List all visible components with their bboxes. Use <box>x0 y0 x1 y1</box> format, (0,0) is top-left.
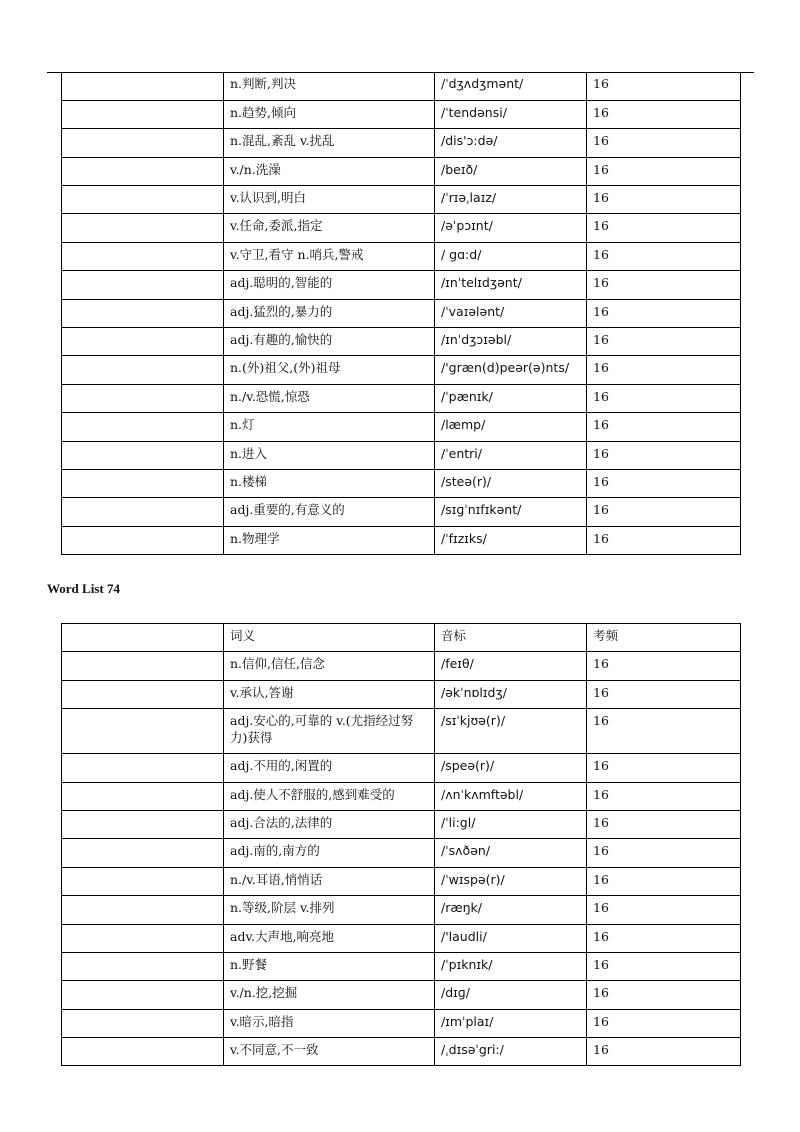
frequency-cell: 16 <box>587 782 741 810</box>
meaning-cell: n.(外)祖父,(外)祖母 <box>224 356 435 384</box>
index-cell <box>62 896 224 924</box>
phonetic-cell: /'græn(d)peər(ə)nts/ <box>435 356 587 384</box>
meaning-cell: adj.使人不舒服的,感到难受的 <box>224 782 435 810</box>
phonetic-cell: /steə(r)/ <box>435 469 587 497</box>
meaning-cell: v.暗示,暗指 <box>224 1009 435 1037</box>
index-cell <box>62 186 224 214</box>
table-row <box>62 356 741 384</box>
phonetic-cell: /speə(r)/ <box>435 754 587 782</box>
frequency-cell: 16 <box>587 328 741 356</box>
table-row <box>62 129 741 157</box>
index-cell <box>62 72 224 100</box>
table-row <box>62 413 741 441</box>
frequency-cell: 16 <box>587 709 741 754</box>
frequency-cell: 16 <box>587 896 741 924</box>
phonetic-cell: /əkˈnɒlɪdʒ/ <box>435 680 587 708</box>
phonetic-cell: /ˈli:gl/ <box>435 810 587 838</box>
table-row <box>62 867 741 895</box>
phonetic-cell: /ɪnˈtelɪdʒənt/ <box>435 271 587 299</box>
meaning-cell: n./v.恐慌,惊恐 <box>224 384 435 412</box>
index-cell <box>62 469 224 497</box>
phonetic-cell: /ræŋk/ <box>435 896 587 924</box>
table-row <box>62 981 741 1009</box>
meaning-cell: n.进入 <box>224 441 435 469</box>
frequency-cell: 16 <box>587 129 741 157</box>
table-row <box>62 186 741 214</box>
frequency-cell: 16 <box>587 356 741 384</box>
index-cell <box>62 526 224 554</box>
index-cell <box>62 100 224 128</box>
frequency-cell: 16 <box>587 526 741 554</box>
phonetic-cell: /ˈentri/ <box>435 441 587 469</box>
table-row <box>62 839 741 867</box>
meaning-cell: adj.有趣的,愉快的 <box>224 328 435 356</box>
header-index-cell <box>62 624 224 652</box>
table-row <box>62 782 741 810</box>
index-cell <box>62 214 224 242</box>
meaning-cell: v.任命,委派,指定 <box>224 214 435 242</box>
table-row <box>62 100 741 128</box>
meaning-cell: adj.聪明的,智能的 <box>224 271 435 299</box>
frequency-cell: 16 <box>587 754 741 782</box>
meaning-cell: v.认识到,明白 <box>224 186 435 214</box>
index-cell <box>62 867 224 895</box>
table-row <box>62 328 741 356</box>
table-row <box>62 441 741 469</box>
frequency-cell: 16 <box>587 1009 741 1037</box>
table-header-row <box>62 624 741 652</box>
meaning-cell: v.守卫,看守 n.哨兵,警戒 <box>224 242 435 270</box>
table-row <box>62 72 741 100</box>
index-cell <box>62 924 224 952</box>
frequency-cell: 16 <box>587 157 741 185</box>
frequency-cell: 16 <box>587 100 741 128</box>
phonetic-cell: /ˈrɪəˌlaɪz/ <box>435 186 587 214</box>
phonetic-cell: /sɪɡˈnɪfɪkənt/ <box>435 498 587 526</box>
index-cell <box>62 652 224 680</box>
meaning-cell: adj.不用的,闲置的 <box>224 754 435 782</box>
meaning-cell: n.楼梯 <box>224 469 435 497</box>
table-row <box>62 271 741 299</box>
meaning-cell: v.不同意,不一致 <box>224 1038 435 1066</box>
table-row <box>62 1009 741 1037</box>
index-cell <box>62 242 224 270</box>
meaning-cell: adj.猛烈的,暴力的 <box>224 299 435 327</box>
index-cell <box>62 328 224 356</box>
index-cell <box>62 129 224 157</box>
phonetic-cell: /dis'ɔ:də/ <box>435 129 587 157</box>
frequency-cell: 16 <box>587 413 741 441</box>
frequency-cell: 16 <box>587 498 741 526</box>
index-cell <box>62 441 224 469</box>
meaning-cell: adv.大声地,响亮地 <box>224 924 435 952</box>
phonetic-cell: /ɪmˈplaɪ/ <box>435 1009 587 1037</box>
phonetic-cell: /læmp/ <box>435 413 587 441</box>
index-cell <box>62 810 224 838</box>
meaning-cell: n.混乱,紊乱 v.扰乱 <box>224 129 435 157</box>
word-table-2 <box>61 623 741 1066</box>
index-cell <box>62 709 224 754</box>
table-row <box>62 952 741 980</box>
meaning-cell: v./n.洗澡 <box>224 157 435 185</box>
frequency-cell: 16 <box>587 867 741 895</box>
table-row <box>62 810 741 838</box>
frequency-cell: 16 <box>587 680 741 708</box>
frequency-cell: 16 <box>587 271 741 299</box>
frequency-cell: 16 <box>587 952 741 980</box>
index-cell <box>62 384 224 412</box>
meaning-cell: adj.安心的,可靠的 v.(尤指经过努力)获得 <box>224 709 435 754</box>
index-cell <box>62 299 224 327</box>
meaning-cell: adj.合法的,法律的 <box>224 810 435 838</box>
phonetic-cell: /ˈdʒʌdʒmənt/ <box>435 72 587 100</box>
frequency-cell: 16 <box>587 242 741 270</box>
phonetic-cell: /ʌnˈkʌmftəbl/ <box>435 782 587 810</box>
frequency-cell: 16 <box>587 810 741 838</box>
index-cell <box>62 754 224 782</box>
meaning-cell: n.趋势,倾向 <box>224 100 435 128</box>
frequency-cell: 16 <box>587 652 741 680</box>
phonetic-cell: /dɪɡ/ <box>435 981 587 1009</box>
meaning-cell: n.判断,判决 <box>224 72 435 100</box>
table-row <box>62 709 741 754</box>
table-row <box>62 652 741 680</box>
index-cell <box>62 981 224 1009</box>
table-row <box>62 157 741 185</box>
phonetic-cell: /ˈwɪspə(r)/ <box>435 867 587 895</box>
meaning-cell: n.信仰,信任,信念 <box>224 652 435 680</box>
frequency-cell: 16 <box>587 839 741 867</box>
table-row <box>62 214 741 242</box>
meaning-cell: n./v.耳语,悄悄话 <box>224 867 435 895</box>
meaning-cell: v./n.挖,挖掘 <box>224 981 435 1009</box>
index-cell <box>62 1038 224 1066</box>
frequency-cell: 16 <box>587 186 741 214</box>
section-title: Word List 74 <box>47 581 120 596</box>
frequency-cell: 16 <box>587 214 741 242</box>
index-cell <box>62 952 224 980</box>
index-cell <box>62 498 224 526</box>
phonetic-cell: /ˈtendənsi/ <box>435 100 587 128</box>
table-row <box>62 299 741 327</box>
frequency-cell: 16 <box>587 384 741 412</box>
index-cell <box>62 157 224 185</box>
meaning-cell: n.物理学 <box>224 526 435 554</box>
phonetic-cell: /sɪˈkjʊə(r)/ <box>435 709 587 754</box>
phonetic-cell: /ˈfɪzɪks/ <box>435 526 587 554</box>
table-row <box>62 384 741 412</box>
frequency-cell: 16 <box>587 441 741 469</box>
table-row <box>62 1038 741 1066</box>
meaning-cell: n.灯 <box>224 413 435 441</box>
index-cell <box>62 271 224 299</box>
phonetic-cell: /'laudli/ <box>435 924 587 952</box>
frequency-cell: 16 <box>587 981 741 1009</box>
header-frequency-cell: 考频 <box>587 624 741 652</box>
phonetic-cell: /ˈpɪknɪk/ <box>435 952 587 980</box>
frequency-cell: 16 <box>587 1038 741 1066</box>
frequency-cell: 16 <box>587 72 741 100</box>
index-cell <box>62 680 224 708</box>
table-row <box>62 526 741 554</box>
frequency-cell: 16 <box>587 469 741 497</box>
frequency-cell: 16 <box>587 299 741 327</box>
table-row <box>62 754 741 782</box>
phonetic-cell: /ˈsʌðən/ <box>435 839 587 867</box>
frequency-cell: 16 <box>587 924 741 952</box>
phonetic-cell: /ˌdɪsəˈgri:/ <box>435 1038 587 1066</box>
header-phonetic-cell: 音标 <box>435 624 587 652</box>
table-row <box>62 242 741 270</box>
table-row <box>62 498 741 526</box>
phonetic-cell: /beɪð/ <box>435 157 587 185</box>
table-row <box>62 680 741 708</box>
index-cell <box>62 413 224 441</box>
phonetic-cell: /ɪnˈdʒɔɪəbl/ <box>435 328 587 356</box>
word-table-1 <box>61 72 741 555</box>
table-row <box>62 896 741 924</box>
header-meaning-cell: 词义 <box>224 624 435 652</box>
phonetic-cell: / gɑ:d/ <box>435 242 587 270</box>
index-cell <box>62 839 224 867</box>
phonetic-cell: /əˈpɔɪnt/ <box>435 214 587 242</box>
index-cell <box>62 782 224 810</box>
index-cell <box>62 1009 224 1037</box>
index-cell <box>62 356 224 384</box>
table-row <box>62 924 741 952</box>
meaning-cell: v.承认,答谢 <box>224 680 435 708</box>
meaning-cell: adj.南的,南方的 <box>224 839 435 867</box>
meaning-cell: adj.重要的,有意义的 <box>224 498 435 526</box>
meaning-cell: n.等级,阶层 v.排列 <box>224 896 435 924</box>
meaning-cell: n.野餐 <box>224 952 435 980</box>
phonetic-cell: /ˈvaɪələnt/ <box>435 299 587 327</box>
phonetic-cell: /ˈpænɪk/ <box>435 384 587 412</box>
phonetic-cell: /feɪθ/ <box>435 652 587 680</box>
table-row <box>62 469 741 497</box>
